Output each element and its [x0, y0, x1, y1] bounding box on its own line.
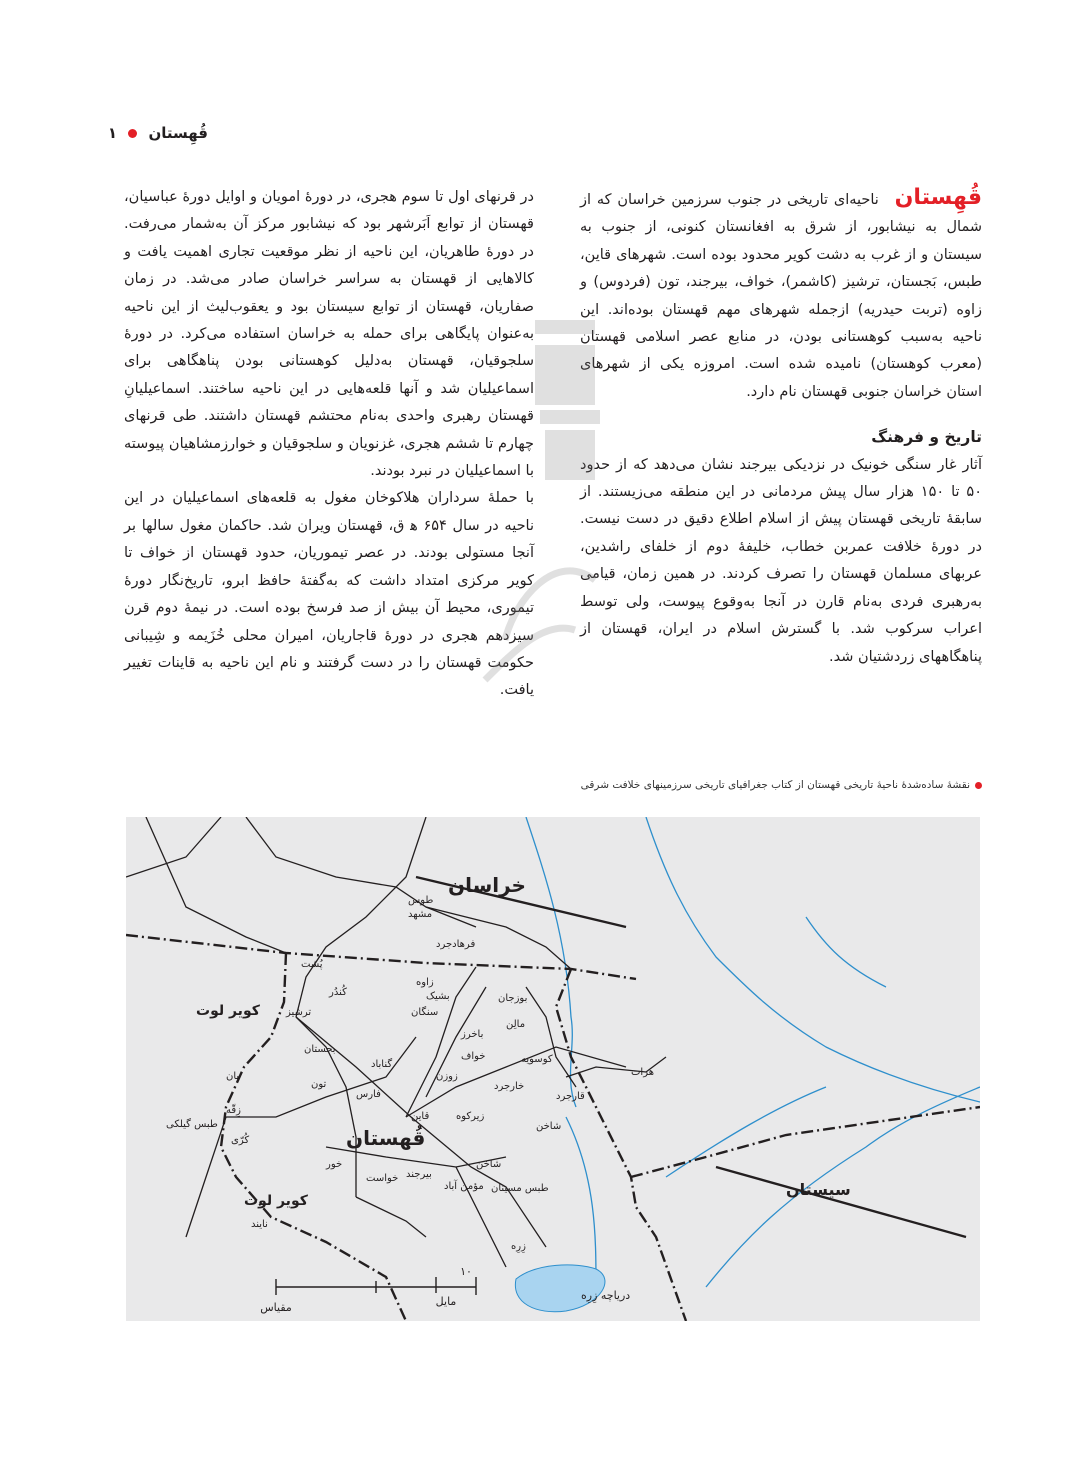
history-paragraph-3: با حملهٔ سرداران هلاکوخان مغول به قلعه‌های اسماعیلیان در این ناحیه در سال ۶۵۴ ه‍ ق، قهستان ویران شد. حاکمان مغول سالها بر آنجا مستولی بودند. در عصر تیموریان، حدود قهستان از خواف تا کویر مرکزی امتداد داشت که به‌گفتهٔ حافظ ابرو، تاریخ‌نگار دورهٔ تیموری، محیط آن بیش از صد فرسخ بوده است. در نیمهٔ دوم قرن سیزدهم هجری در دورهٔ قاجاریان، امیران محلی خُزَیمه و شِیبانی حکومت قهستان را در دست گرفتند و نام این ناحیه به قاینات تغییر یافت.: [124, 490, 534, 699]
city-label: فرهادجرد: [436, 939, 476, 950]
city-label: کُرّی: [231, 1135, 250, 1146]
city-label: مشهد: [408, 909, 433, 920]
city-label: بجستان: [304, 1044, 336, 1055]
page-title: قُهِستان: [148, 124, 208, 142]
city-label: خارجرد: [494, 1081, 525, 1092]
history-paragraph-2: در قرنهای اول تا سوم هجری، در دورهٔ امویان و اوایل دورهٔ عباسیان، قهستان از توابع اَبَرشهر بود که نیشابور مرکز آن به‌شمار می‌رفت. در دورهٔ طاهریان، این ناحیه از نظر موقعیت تجاری اهمیت یافت و کالاهایی از قهستان به سراسر خراسان صادر می‌شد. در زمان صفاریان، قهستان از توابع سیستان بود و یعقوب‌لیث از این ناحیه به‌عنوان پایگاهی برای حمله به خراسان استفاده می‌کرد. در دورهٔ سلجوقیان، قهستان به‌دلیل کوهستانی بودن پناهگاهی برای اسماعیلیان شد و آنها قلعه‌هایی در این ناحیه ساختند. اسماعیلیانِ قهستان رهبری واحدی به‌نام محتشم قهستان داشتند. طی قرنهای چهارم تا ششم هجری، غزنویان و سلجوقیان و خوارزمشاهیان پیوسته با اسماعیلیان در نبرد بودند.: [124, 189, 534, 480]
city-label: باخرز: [461, 1029, 484, 1040]
city-label: بشیک: [426, 991, 450, 1002]
city-label: زِرِه: [511, 1241, 526, 1252]
page-number: ۱: [107, 124, 117, 142]
history-paragraph: آثار غار سنگی خونیک در نزدیکی بیرجند نشان می‌دهد که از حدود ۵۰ تا ۱۵۰ هزار سال پیش مردمانی در این منطقه می‌زیستند. از سابقهٔ تاریخی قهستان پیش از اسلام اطلاع دقیق در دست نیست. در دورهٔ خلافت عمربن خطاب، خلیفهٔ دوم از خلفای راشدین، عربهای مسلمان قهستان را تصرف کردند. در همین زمان، قیامی به‌رهبری فردی به‌نام قارن در آنجا به‌وقوع پیوست، ولی توسط اعراب سرکوب شد. با گسترش اسلام در ایران، قهستان از پناهگاههای زردشتیان شد.: [580, 456, 982, 665]
scale-label: مقیاس: [260, 1301, 292, 1314]
city-label: زاوه: [416, 977, 434, 988]
city-label: قاین: [411, 1111, 430, 1122]
map-background: [126, 817, 980, 1321]
left-column: [124, 184, 534, 705]
city-label: زِقّه: [226, 1105, 241, 1116]
caption-text: نقشهٔ ساده‌شدهٔ ناحیهٔ تاریخی قهستان از کتاب جغرافیای تاریخی سرزمینهای خلافت شرقی: [580, 779, 970, 791]
city-label: ترشیز: [286, 1007, 312, 1018]
city-label: سنگان: [411, 1007, 439, 1018]
scale-unit: مایل: [435, 1295, 457, 1308]
city-label: نایند: [251, 1219, 268, 1230]
city-label: طبس مسینان: [491, 1183, 549, 1194]
city-label: مؤمن آباد: [444, 1181, 484, 1192]
city-label: بیرجند: [406, 1169, 432, 1180]
city-label: زوزن: [436, 1071, 458, 1082]
city-label: کُندُر: [329, 987, 347, 998]
city-label: بوزجان: [498, 993, 528, 1004]
city-label: خور: [326, 1159, 343, 1170]
intro-text: ناحیه‌ای تاریخی در جنوب سرزمین خراسان که از شمال به نیشابور، از شرق به افغانستان کنونی، از جنوب به سیستان و از غرب به دشت کویر محدود بوده است. شهرهای قاین، طبس، بَجستان، ترشیز (کاشمر)، خواف، بیرجند، تون (فردوس) و زاوه (تربت حیدریه) ازجمله شهرهای مهم قهستان بوده‌اند. این ناحیه به‌سبب کوهستانی بودن، در منابع عصر اسلامی قهستان (معرب کوهستان) نامیده شده است. امروزه یکی از شهرهای استان خراسان جنوبی قهستان نام دارد.: [580, 192, 982, 400]
city-label: مالِن: [506, 1019, 526, 1030]
scale-max: ۱۰: [460, 1265, 472, 1278]
city-label: طبس گیلکی: [166, 1119, 218, 1130]
city-label: خواست: [366, 1173, 399, 1184]
city-label: تون: [311, 1079, 327, 1090]
city-label: گناباد: [371, 1059, 393, 1070]
right-column: [580, 184, 982, 671]
city-label: قارجرد: [556, 1091, 585, 1102]
city-label: زیرکوه: [456, 1111, 485, 1122]
historical-map: [126, 817, 980, 1321]
city-label: خواف: [461, 1051, 486, 1062]
headword: قُهِستان: [894, 185, 982, 210]
region-kuhestan: قُهستان: [346, 1126, 426, 1150]
bullet-dot-icon: [128, 129, 137, 138]
city-label: شاخن: [536, 1121, 562, 1132]
city-label: کوسویه: [521, 1054, 553, 1065]
city-label: شاخن: [476, 1159, 502, 1170]
lake-label: دریاچه زِرِه: [581, 1289, 631, 1302]
region-khorasan: خراسان: [448, 873, 526, 897]
region-lut-south: کویر لوت: [244, 1193, 308, 1209]
city-label: طوس: [408, 895, 434, 906]
map-caption: [262, 779, 982, 791]
city-label: بان: [226, 1071, 240, 1082]
city-label: فارس: [356, 1089, 381, 1100]
caption-dot-icon: [975, 782, 982, 789]
region-lut-north: کویر لوت: [196, 1003, 260, 1019]
region-sistan: سیستان: [786, 1180, 851, 1199]
intro-paragraph: [580, 184, 982, 406]
section-title: تاریخ و فرهنگ: [871, 428, 982, 447]
city-label: پُشت: [301, 959, 323, 970]
page-header: [8, 124, 208, 142]
city-label: هرات: [631, 1067, 654, 1078]
